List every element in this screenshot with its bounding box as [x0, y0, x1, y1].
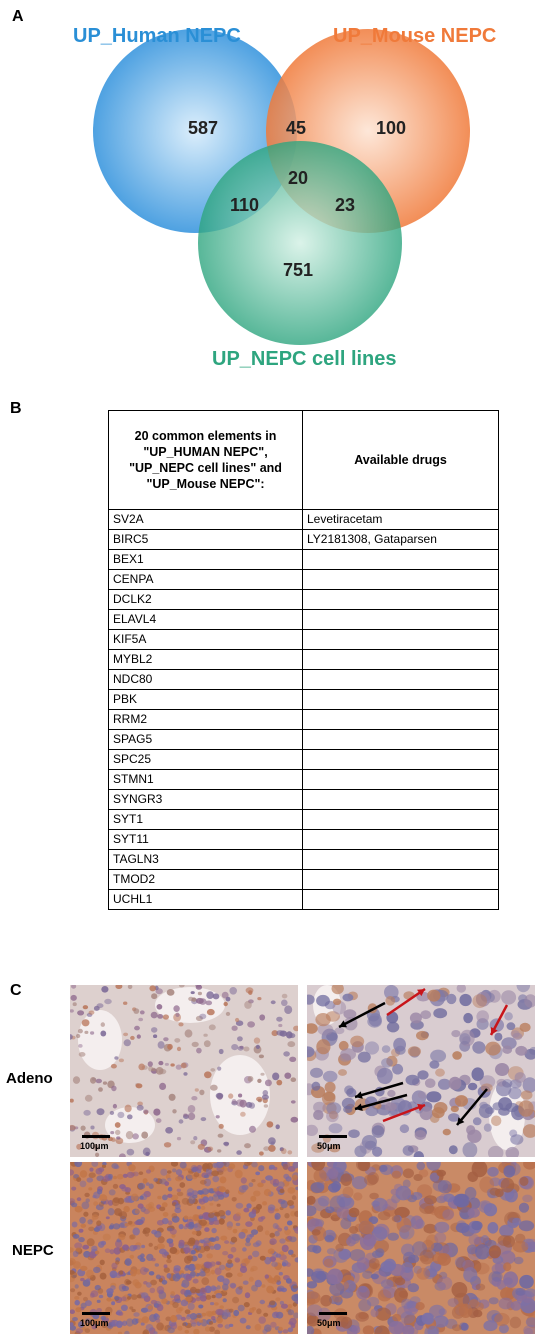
- table-row: [109, 830, 499, 850]
- gene-cell: MYBL2: [109, 650, 303, 670]
- scale-bar-label: 50μm: [317, 1141, 341, 1151]
- micrograph-nepc-high: [307, 1162, 535, 1334]
- venn-label-human: UP_Human NEPC: [73, 25, 241, 47]
- table-row: [109, 790, 499, 810]
- common-genes-table: [108, 410, 499, 910]
- scale-bar-label: 100μm: [80, 1141, 109, 1151]
- scale-bar-label: 100μm: [80, 1318, 109, 1328]
- drug-cell: LY2181308, Gataparsen: [303, 530, 499, 550]
- row-label-nepc: NEPC: [12, 1242, 54, 1259]
- drug-cell: [303, 850, 499, 870]
- drug-cell: [303, 610, 499, 630]
- venn-count-human-only: 587: [188, 118, 219, 138]
- drug-cell: [303, 870, 499, 890]
- drug-cell: [303, 590, 499, 610]
- venn-count-cell-only: 751: [283, 260, 314, 280]
- drug-cell: [303, 730, 499, 750]
- panel-letter-a: A: [12, 8, 24, 25]
- gene-cell: SPC25: [109, 750, 303, 770]
- gene-cell: SYNGR3: [109, 790, 303, 810]
- venn-diagram: [0, 0, 539, 380]
- drug-cell: [303, 550, 499, 570]
- row-label-adeno: Adeno: [6, 1070, 53, 1087]
- gene-cell: STMN1: [109, 770, 303, 790]
- gene-cell: SV2A: [109, 510, 303, 530]
- table-row: [109, 650, 499, 670]
- micrograph-nepc-low: [70, 1162, 298, 1334]
- table-header-drugs: Available drugs: [303, 411, 499, 510]
- table-row: [109, 590, 499, 610]
- gene-cell: SPAG5: [109, 730, 303, 750]
- table-row: [109, 630, 499, 650]
- gene-cell: KIF5A: [109, 630, 303, 650]
- drug-cell: [303, 710, 499, 730]
- table-row: [109, 730, 499, 750]
- table-row: [109, 670, 499, 690]
- table-row: [109, 610, 499, 630]
- scale-bar: [82, 1135, 110, 1138]
- panel-letter-b: B: [10, 400, 22, 417]
- table-header-genes: 20 common elements in "UP_HUMAN NEPC", "UP_NEPC cell lines" and "UP_Mouse NEPC":: [109, 411, 303, 510]
- table-row: [109, 770, 499, 790]
- gene-cell: PBK: [109, 690, 303, 710]
- table-row: [109, 510, 499, 530]
- scale-bar: [319, 1135, 347, 1138]
- table-row: [109, 530, 499, 550]
- panel-letter-c: C: [10, 982, 22, 999]
- gene-cell: TMOD2: [109, 870, 303, 890]
- drug-cell: [303, 690, 499, 710]
- drug-cell: [303, 890, 499, 910]
- venn-count-human-mouse: 45: [286, 118, 307, 138]
- gene-cell: NDC80: [109, 670, 303, 690]
- scale-bar-label: 50μm: [317, 1318, 341, 1328]
- micrograph-adeno-low: [70, 985, 298, 1157]
- micrograph-adeno-high: [307, 985, 535, 1157]
- drug-cell: [303, 770, 499, 790]
- venn-count-mouse-only: 100: [376, 118, 407, 138]
- gene-cell: ELAVL4: [109, 610, 303, 630]
- venn-count-human-cell: 110: [230, 195, 260, 215]
- drug-cell: [303, 750, 499, 770]
- drug-cell: [303, 830, 499, 850]
- gene-cell: CENPA: [109, 570, 303, 590]
- scale-bar: [82, 1312, 110, 1315]
- drug-cell: Levetiracetam: [303, 510, 499, 530]
- table-row: [109, 570, 499, 590]
- table-row: [109, 870, 499, 890]
- gene-cell: SYT1: [109, 810, 303, 830]
- venn-count-mouse-cell: 23: [335, 195, 356, 215]
- drug-cell: [303, 650, 499, 670]
- table-row: [109, 710, 499, 730]
- drug-cell: [303, 670, 499, 690]
- table-row: [109, 690, 499, 710]
- drug-cell: [303, 570, 499, 590]
- table-header-row: [109, 411, 499, 510]
- venn-count-all: 20: [288, 168, 309, 188]
- venn-label-mouse: UP_Mouse NEPC: [333, 25, 497, 47]
- drug-cell: [303, 810, 499, 830]
- table-row: [109, 550, 499, 570]
- table-row: [109, 750, 499, 770]
- gene-cell: BIRC5: [109, 530, 303, 550]
- scale-bar: [319, 1312, 347, 1315]
- gene-cell: DCLK2: [109, 590, 303, 610]
- gene-cell: SYT11: [109, 830, 303, 850]
- table-row: [109, 810, 499, 830]
- gene-cell: UCHL1: [109, 890, 303, 910]
- drug-cell: [303, 630, 499, 650]
- venn-label-cells: UP_NEPC cell lines: [212, 348, 397, 370]
- table-row: [109, 850, 499, 870]
- drug-cell: [303, 790, 499, 810]
- gene-cell: RRM2: [109, 710, 303, 730]
- table-row: [109, 890, 499, 910]
- gene-cell: TAGLN3: [109, 850, 303, 870]
- gene-cell: BEX1: [109, 550, 303, 570]
